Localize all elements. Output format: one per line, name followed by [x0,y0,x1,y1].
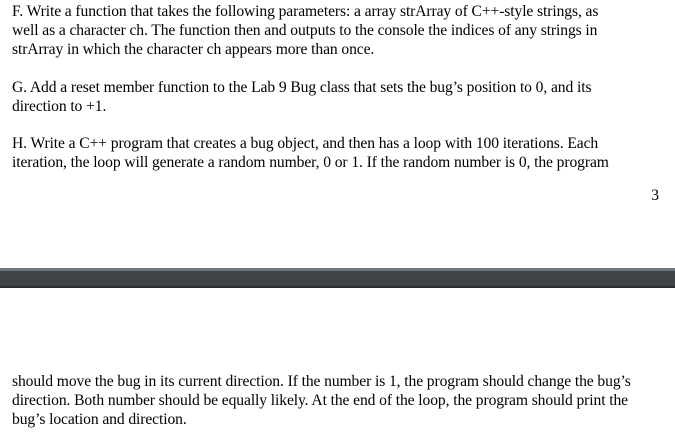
document-page-4 [0,288,675,434]
question-f-line: well as a character ch. The function then and outputs to the console the indices of any strings in [12,22,598,39]
question-h-continued-line: should move the bug in its current direction. If the number is 1, the program should change the bug’s [12,373,631,390]
question-h-continued-paragraph [12,372,662,429]
page-number: 3 [651,187,659,204]
question-g-line: direction to +1. [12,98,107,115]
page-separator [0,268,675,288]
question-g-line: G. Add a reset member function to the Lab 9 Bug class that sets the bug’s position to 0, and its [12,79,592,96]
question-h-continued-line: bug’s location and direction. [12,411,187,428]
question-h-line: H. Write a C++ program that creates a bug object, and then has a loop with 100 iterations. Each [12,135,599,152]
question-h-continued-line: direction. Both number should be equally likely. At the end of the loop, the program should print the [12,392,628,409]
page-separator-highlight [0,268,675,271]
question-h-paragraph [12,134,662,172]
question-f-paragraph [12,2,662,59]
question-g-paragraph [12,78,662,116]
question-f-line: F. Write a function that takes the following parameters: a array strArray of C++-style strings, as [12,3,599,20]
question-h-line: iteration, the loop will generate a random number, 0 or 1. If the random number is 0, the program [12,154,609,171]
question-f-line: strArray in which the character ch appears more than once. [12,41,375,58]
